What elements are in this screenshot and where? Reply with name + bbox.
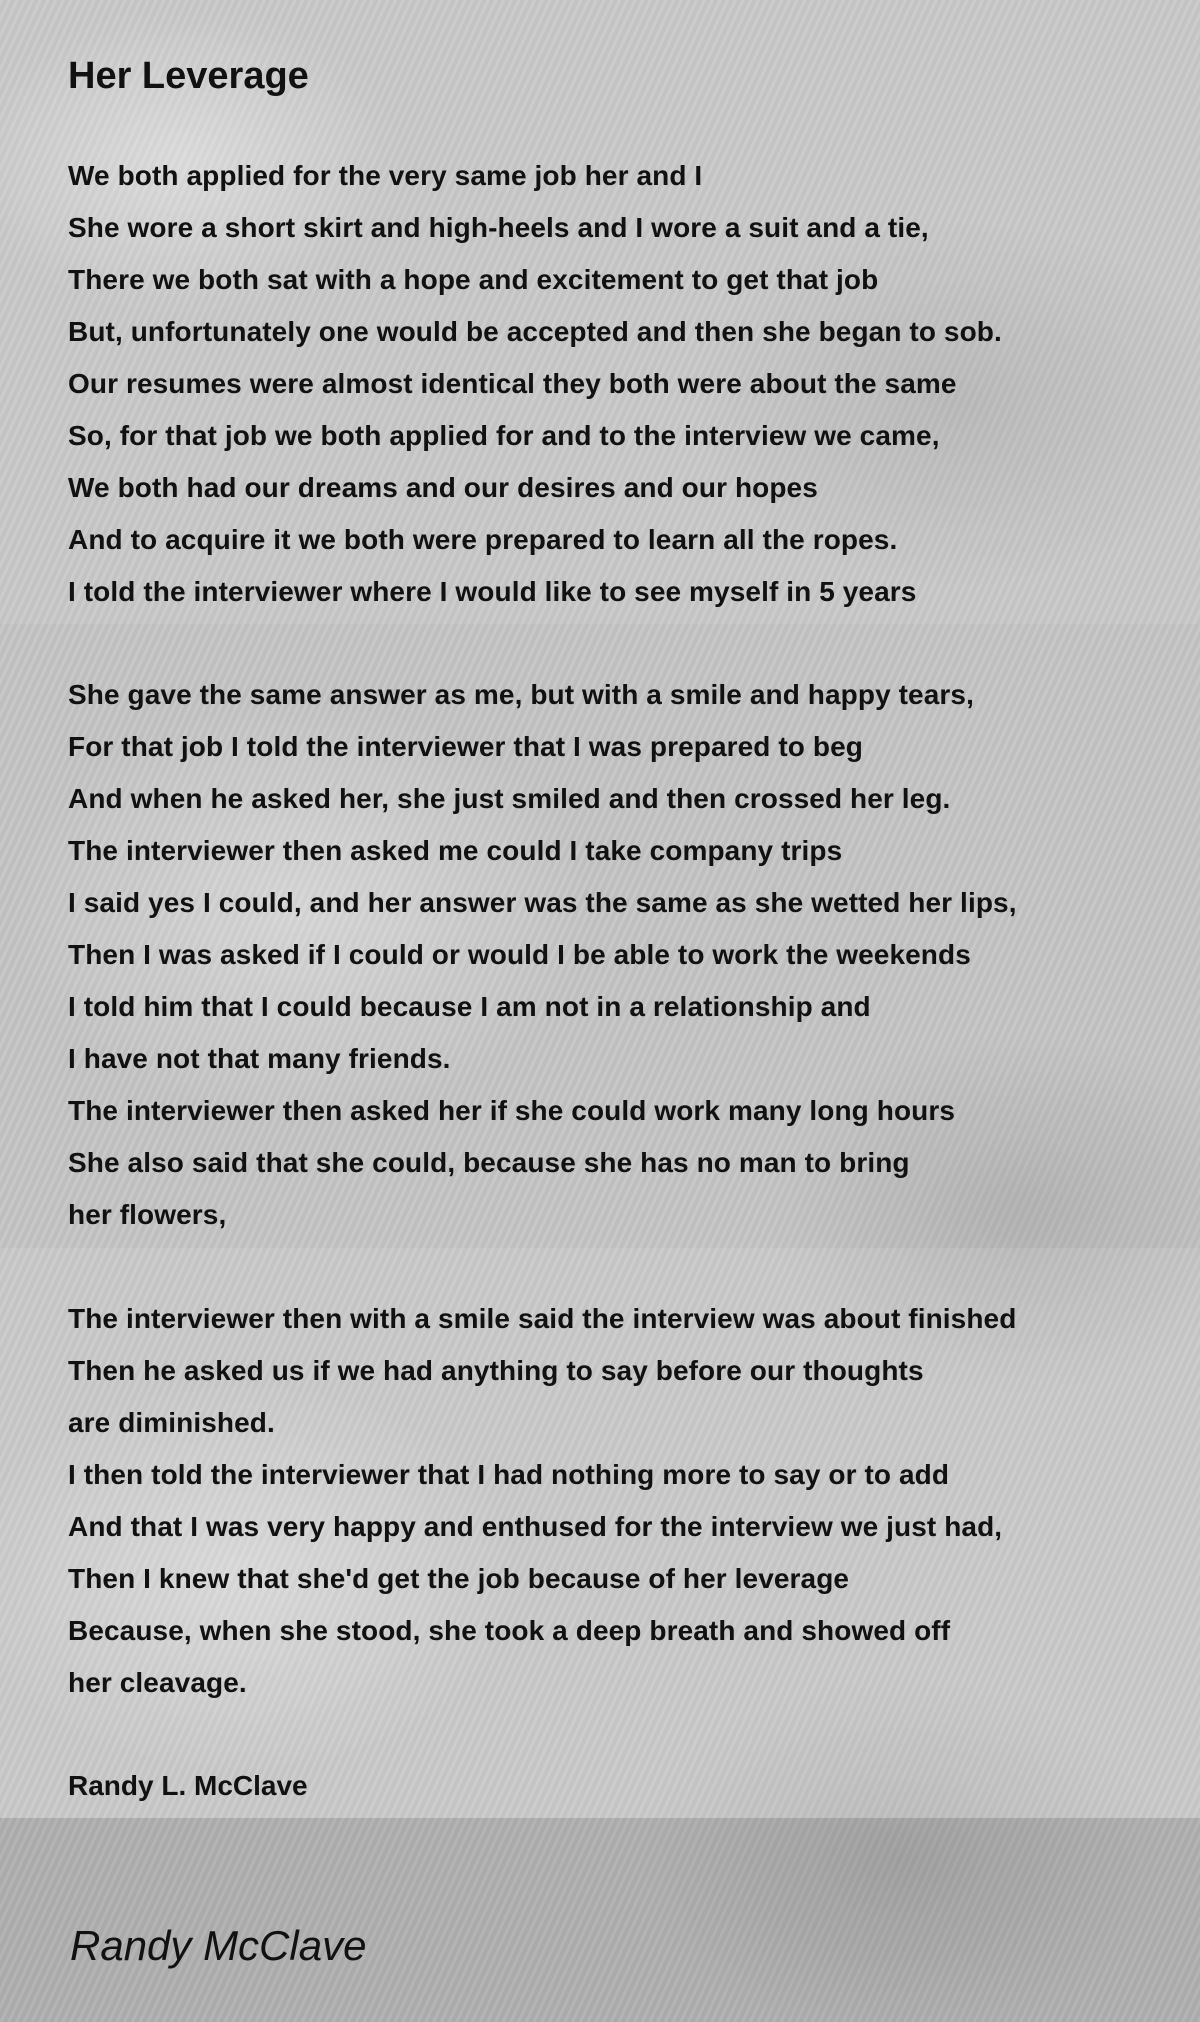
poem-line: I then told the interviewer that I had nothing more to say or to add <box>68 1459 950 1490</box>
poem-line: The interviewer then asked her if she could work many long hours <box>68 1095 956 1126</box>
poem-line: And when he asked her, she just smiled and then crossed her leg. <box>68 783 951 814</box>
poem-title: Her Leverage <box>68 55 309 97</box>
poem-line: I said yes I could, and her answer was the same as she wetted her lips, <box>68 887 1017 918</box>
poem-line: We both had our dreams and our desires and our hopes <box>68 472 818 503</box>
poem-stanza-1 <box>68 150 1002 618</box>
poem-line: her cleavage. <box>68 1667 247 1698</box>
poem-line: But, unfortunately one would be accepted and then she began to sob. <box>68 316 1002 347</box>
poem-line: She gave the same answer as me, but with a smile and happy tears, <box>68 679 974 710</box>
poem-line: I have not that many friends. <box>68 1043 451 1074</box>
poem-line: are diminished. <box>68 1407 275 1438</box>
poem-line: So, for that job we both applied for and to the interview we came, <box>68 420 940 451</box>
poem-line: Our resumes were almost identical they both were about the same <box>68 368 957 399</box>
poem-line: For that job I told the interviewer that I was prepared to beg <box>68 731 863 762</box>
author-signature: Randy McClave <box>70 1922 367 1969</box>
poem-line: The interviewer then with a smile said the interview was about finished <box>68 1303 1017 1334</box>
poem-line: She wore a short skirt and high-heels and I wore a suit and a tie, <box>68 212 929 243</box>
poem-line: I told him that I could because I am not in a relationship and <box>68 991 871 1022</box>
poem-author: Randy L. McClave <box>68 1770 308 1801</box>
poem-line: Then I knew that she'd get the job because of her leverage <box>68 1563 850 1594</box>
poem-line: Because, when she stood, she took a deep breath and showed off <box>68 1615 951 1646</box>
poem-line: her flowers, <box>68 1199 227 1230</box>
poem-stanza-2 <box>68 669 1017 1241</box>
poem-line: And to acquire it we both were prepared to learn all the ropes. <box>68 524 898 555</box>
poem-line: She also said that she could, because she has no man to bring <box>68 1147 910 1178</box>
poem-line: Then he asked us if we had anything to say before our thoughts <box>68 1355 924 1386</box>
poem-line: Then I was asked if I could or would I be able to work the weekends <box>68 939 971 970</box>
poem-stanza-3 <box>68 1293 1016 1709</box>
poem-line: I told the interviewer where I would like to see myself in 5 years <box>68 576 917 607</box>
poem-line: The interviewer then asked me could I take company trips <box>68 835 843 866</box>
poem-line: And that I was very happy and enthused for the interview we just had, <box>68 1511 1003 1542</box>
poem-line: We both applied for the very same job her and I <box>68 160 703 191</box>
poem-line: There we both sat with a hope and excitement to get that job <box>68 264 879 295</box>
